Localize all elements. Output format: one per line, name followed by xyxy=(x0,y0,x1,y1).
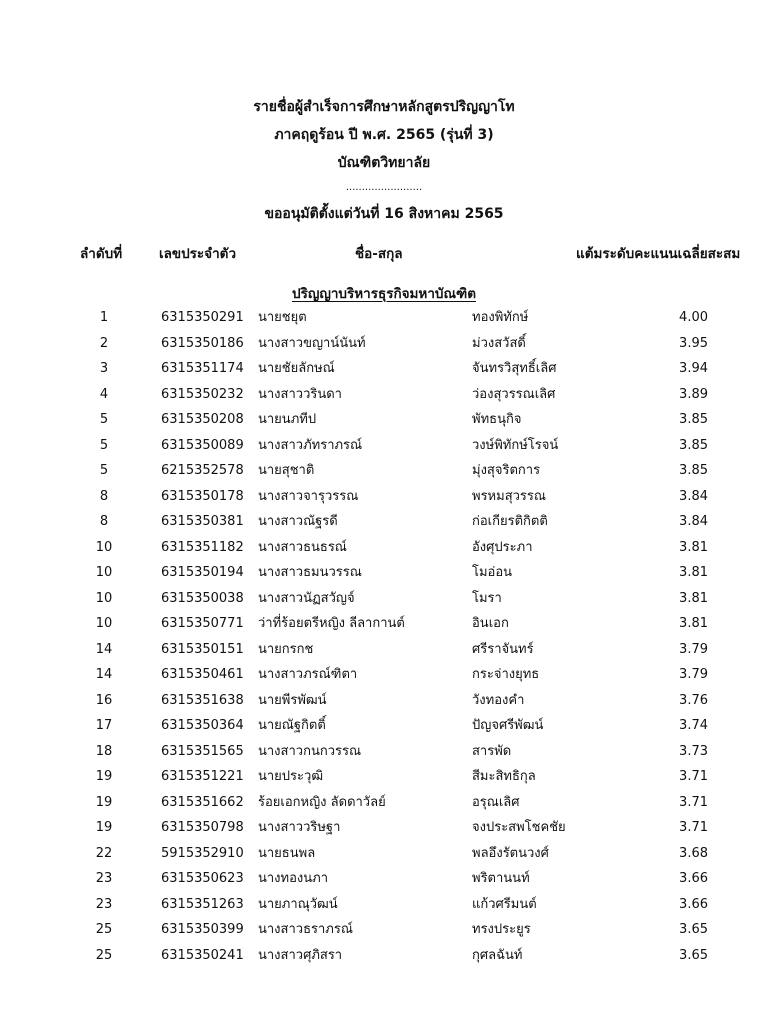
column-header-name: ชื่อ-สกุล xyxy=(355,246,403,262)
table-row xyxy=(0,766,768,792)
table-row xyxy=(0,843,768,869)
gpa-cell: 3.85 xyxy=(679,412,708,427)
rank-cell: 4 xyxy=(99,386,109,402)
rank-cell: 8 xyxy=(99,514,109,529)
section-title xyxy=(0,285,768,303)
gpa-cell: 3.79 xyxy=(679,641,708,657)
name-cell: นายภาณุวัฒน์ xyxy=(258,896,338,912)
surname-cell: ปัญจศรีพัฒน์ xyxy=(472,718,544,733)
name-cell: นายชัยลักษณ์ xyxy=(258,361,335,376)
gpa-cell: 3.71 xyxy=(679,820,708,835)
surname-cell: จันทรวิสุทธิ์เลิศ xyxy=(472,361,557,376)
name-cell: นางสาวภัทราภรณ์ xyxy=(258,437,363,453)
student-id-cell: 6315350208 xyxy=(161,412,244,427)
gpa-cell: 4.00 xyxy=(679,310,708,325)
gpa-cell: 3.89 xyxy=(679,386,708,402)
table-row xyxy=(0,613,768,639)
rank-cell: 5 xyxy=(99,437,109,453)
student-id-cell: 6315350291 xyxy=(161,310,244,325)
student-id-cell: 6315350461 xyxy=(161,667,244,682)
table-row xyxy=(0,715,768,741)
table-row xyxy=(0,486,768,512)
table-row xyxy=(0,562,768,588)
gpa-cell: 3.81 xyxy=(679,616,708,631)
student-id-cell: 6315350178 xyxy=(161,488,244,504)
surname-cell: มุ่งสุจริตการ xyxy=(472,463,541,478)
rank-cell: 16 xyxy=(95,692,113,708)
gpa-cell: 3.66 xyxy=(679,896,708,912)
name-cell: นายประวุฒิ xyxy=(258,769,324,784)
student-id-cell: 6215352578 xyxy=(161,463,244,478)
surname-cell: จงประสพโชคชัย xyxy=(472,820,566,835)
name-cell: นายสุชาติ xyxy=(258,463,315,478)
table-row xyxy=(0,460,768,486)
rank-cell: 25 xyxy=(95,922,113,937)
gpa-cell: 3.79 xyxy=(679,667,708,682)
name-cell: นายชยุต xyxy=(258,310,307,325)
student-id-cell: 6315350381 xyxy=(161,514,244,529)
name-cell: นางสาวภรณ์ฑิตา xyxy=(258,667,358,682)
table-row xyxy=(0,358,768,384)
name-cell: นางสาววรินดา xyxy=(258,386,342,402)
name-cell: นางสาวขญาน์นันท์ xyxy=(258,335,366,351)
name-cell: นางสาวศุภิสรา xyxy=(258,947,343,963)
gpa-cell: 3.66 xyxy=(679,871,708,886)
gpa-cell: 3.68 xyxy=(679,845,708,861)
student-id-cell: 6315351182 xyxy=(161,539,244,555)
gpa-cell: 3.85 xyxy=(679,437,708,453)
student-id-cell: 6315350399 xyxy=(161,922,244,937)
name-cell: นางสาวจารุวรรณ xyxy=(258,488,359,504)
student-id-cell: 5915352910 xyxy=(161,845,244,861)
gpa-cell: 3.65 xyxy=(679,922,708,937)
gpa-cell: 3.81 xyxy=(679,539,708,555)
rank-cell: 10 xyxy=(95,565,113,580)
table-row xyxy=(0,435,768,461)
name-cell: ว่าที่ร้อยตรีหญิง ลีลากานต์ xyxy=(258,616,405,631)
approval-date: ขออนุมัติตั้งแต่วันที่ 16 สิงหาคม 2565 xyxy=(264,206,504,222)
student-id-cell: 6315351662 xyxy=(161,794,244,810)
rank-cell: 19 xyxy=(95,769,113,784)
table-row xyxy=(0,588,768,614)
gpa-cell: 3.73 xyxy=(679,743,708,759)
title-line-2: ภาคฤดูร้อน ปี พ.ศ. 2565 (รุ่นที่ 3) xyxy=(274,127,494,143)
surname-cell: พลอึงรัตนวงศ์ xyxy=(472,845,549,861)
student-id-cell: 6315350364 xyxy=(161,718,244,733)
student-id-cell: 6315351221 xyxy=(161,769,244,784)
rank-cell: 2 xyxy=(99,335,109,351)
surname-cell: ทองพิทักษ์ xyxy=(472,310,529,325)
title-line-3: บัณฑิตวิทยาลัย xyxy=(337,155,431,171)
name-cell: นางสาววริษฐา xyxy=(258,820,341,835)
name-cell: ร้อยเอกหญิง ลัดดาวัลย์ xyxy=(258,794,386,810)
gpa-cell: 3.71 xyxy=(679,769,708,784)
surname-cell: ว่องสุวรรณเลิศ xyxy=(472,386,556,402)
title-line-1: รายชื่อผู้สำเร็จการศึกษาหลักสูตรปริญญาโท xyxy=(253,99,515,115)
name-cell: นางสาวณัฐรดี xyxy=(258,514,338,529)
graduate-list xyxy=(0,307,768,970)
surname-cell: วังทองคำ xyxy=(472,692,525,708)
surname-cell: ม่วงสวัสดิ์ xyxy=(472,335,526,351)
table-row xyxy=(0,817,768,843)
table-row xyxy=(0,945,768,971)
table-row xyxy=(0,919,768,945)
table-row xyxy=(0,307,768,333)
rank-cell: 5 xyxy=(99,463,109,478)
gpa-cell: 3.76 xyxy=(679,692,708,708)
rank-cell: 3 xyxy=(99,361,109,376)
surname-cell: อินเอก xyxy=(472,616,509,631)
table-row xyxy=(0,741,768,767)
name-cell: นายกรกช xyxy=(258,641,314,657)
surname-cell: อรุณเลิศ xyxy=(472,794,520,810)
surname-cell: ทรงประยูร xyxy=(472,922,531,937)
student-id-cell: 6315350194 xyxy=(161,565,244,580)
rank-cell: 10 xyxy=(95,616,113,631)
surname-cell: กระจ่างยุทธ xyxy=(472,667,540,682)
surname-cell: แก้วศรีมนต์ xyxy=(472,896,537,912)
gpa-cell: 3.95 xyxy=(679,335,708,351)
rank-cell: 14 xyxy=(95,641,113,657)
student-id-cell: 6315351565 xyxy=(161,743,244,759)
gpa-cell: 3.74 xyxy=(679,718,708,733)
table-row xyxy=(0,868,768,894)
surname-cell: วงษ์พิทักษ์โรจน์ xyxy=(472,437,559,453)
surname-cell: สีมะสิทธิกุล xyxy=(472,769,536,784)
rank-cell: 25 xyxy=(95,947,113,963)
student-id-cell: 6315350232 xyxy=(161,386,244,402)
column-header-gpa: แต้มระดับคะแนนเฉลี่ยสะสม xyxy=(576,246,741,262)
table-row xyxy=(0,792,768,818)
name-cell: นายพีรพัฒน์ xyxy=(258,692,327,708)
gpa-cell: 3.94 xyxy=(679,361,708,376)
table-row xyxy=(0,384,768,410)
name-cell: นายธนพล xyxy=(258,845,316,861)
gpa-cell: 3.84 xyxy=(679,488,708,504)
table-row xyxy=(0,664,768,690)
name-cell: นายนภทีป xyxy=(258,412,317,427)
student-id-cell: 6315350771 xyxy=(161,616,244,631)
column-header-student-id: เลขประจำตัว xyxy=(159,246,237,262)
gpa-cell: 3.84 xyxy=(679,514,708,529)
table-row xyxy=(0,333,768,359)
name-cell: นางสาวธราภรณ์ xyxy=(258,922,353,937)
rank-cell: 18 xyxy=(95,743,113,759)
rank-cell: 8 xyxy=(99,488,109,504)
rank-cell: 23 xyxy=(95,896,113,912)
student-id-cell: 6315351263 xyxy=(161,896,244,912)
surname-cell: พรหมสุวรรณ xyxy=(472,488,546,504)
gpa-cell: 3.81 xyxy=(679,590,708,606)
student-id-cell: 6315350623 xyxy=(161,871,244,886)
student-id-cell: 6315351174 xyxy=(161,361,244,376)
rank-cell: 1 xyxy=(99,310,109,325)
divider-dots: ........................ xyxy=(345,182,423,193)
student-id-cell: 6315350241 xyxy=(161,947,244,963)
surname-cell: โมรา xyxy=(472,590,502,606)
rank-cell: 14 xyxy=(95,667,113,682)
rank-cell: 5 xyxy=(99,412,109,427)
name-cell: นางทองนภา xyxy=(258,871,329,886)
name-cell: นางสาวกนกวรรณ xyxy=(258,743,362,759)
table-row xyxy=(0,511,768,537)
name-cell: นางสาวธนธรณ์ xyxy=(258,539,347,555)
surname-cell: อังศุประภา xyxy=(472,539,533,555)
student-id-cell: 6315350151 xyxy=(161,641,244,657)
surname-cell: ก่อเกียรติกิตติ xyxy=(472,514,548,529)
surname-cell: กุศลฉันท์ xyxy=(472,947,523,963)
rank-cell: 22 xyxy=(95,845,113,861)
name-cell: นายณัฐกิตติ์ xyxy=(258,718,326,733)
gpa-cell: 3.85 xyxy=(679,463,708,478)
table-row xyxy=(0,894,768,920)
gpa-cell: 3.81 xyxy=(679,565,708,580)
table-row xyxy=(0,690,768,716)
section-title-text: ปริญญาบริหารธุรกิจมหาบัณฑิต xyxy=(292,286,476,302)
table-row xyxy=(0,409,768,435)
gpa-cell: 3.65 xyxy=(679,947,708,963)
rank-cell: 10 xyxy=(95,590,113,606)
rank-cell: 17 xyxy=(95,718,113,733)
rank-cell: 19 xyxy=(95,794,113,810)
surname-cell: พัทธนุกิจ xyxy=(472,412,522,427)
student-id-cell: 6315351638 xyxy=(161,692,244,708)
rank-cell: 10 xyxy=(95,539,113,555)
table-row xyxy=(0,537,768,563)
student-id-cell: 6315350038 xyxy=(161,590,244,606)
table-row xyxy=(0,639,768,665)
rank-cell: 19 xyxy=(95,820,113,835)
surname-cell: โมอ่อน xyxy=(472,565,513,580)
rank-cell: 23 xyxy=(95,871,113,886)
gpa-cell: 3.71 xyxy=(679,794,708,810)
name-cell: นางสาวนัฏสวัญจ์ xyxy=(258,590,355,606)
surname-cell: ศรีราจันทร์ xyxy=(472,641,534,657)
column-header-rank: ลำดับที่ xyxy=(80,246,123,262)
student-id-cell: 6315350186 xyxy=(161,335,244,351)
student-id-cell: 6315350089 xyxy=(161,437,244,453)
surname-cell: สารพัด xyxy=(472,743,512,759)
student-id-cell: 6315350798 xyxy=(161,820,244,835)
name-cell: นางสาวธมนวรรณ xyxy=(258,565,362,580)
surname-cell: พริตานนท์ xyxy=(472,871,530,886)
